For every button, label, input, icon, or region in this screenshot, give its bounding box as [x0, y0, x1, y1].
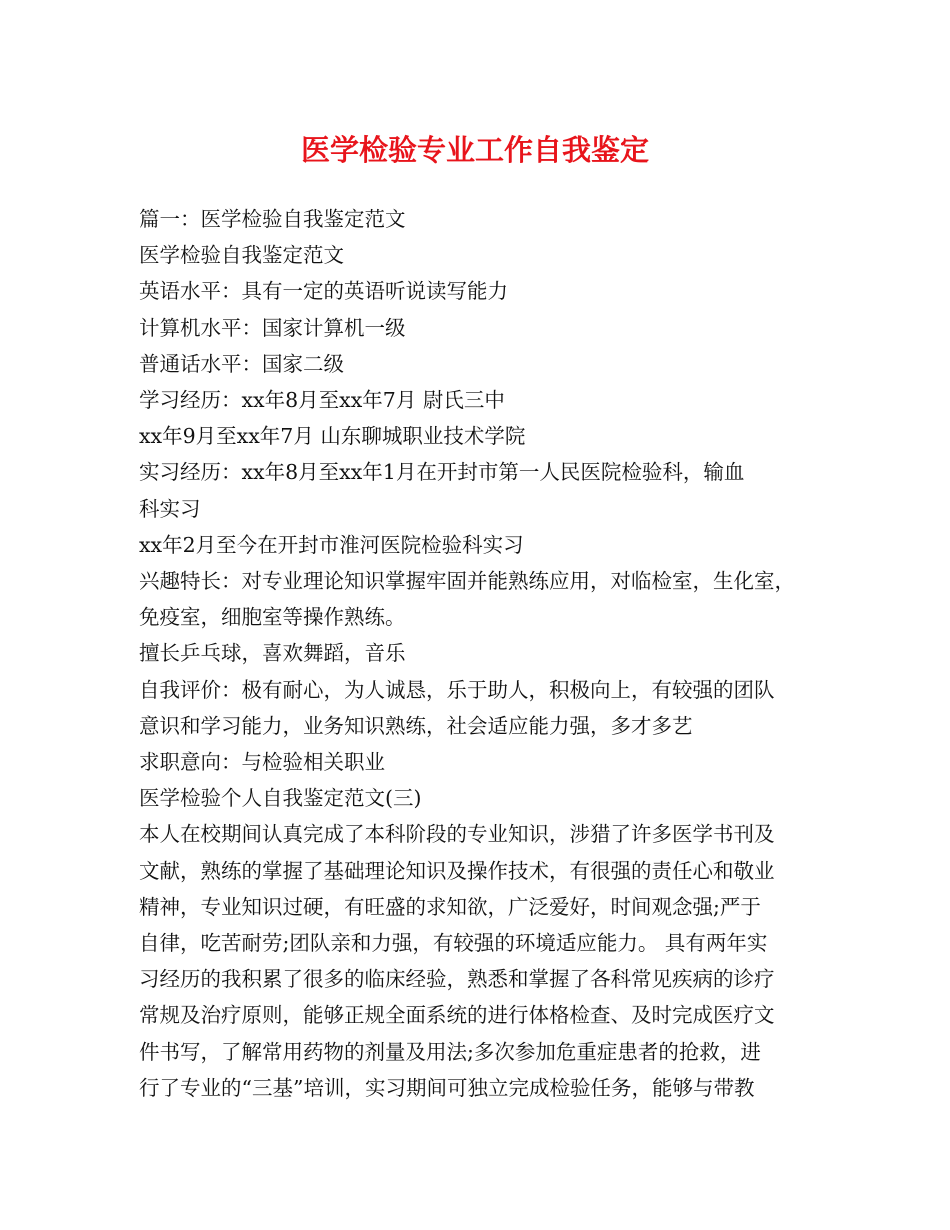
text-line: 件书写，了解常用药物的剂量及用法;多次参加危重症患者的抢救，进 — [139, 1039, 761, 1064]
text-line: 常规及治疗原则，能够正规全面系统的进行体格检查、及时完成医疗文 — [139, 1003, 775, 1028]
text-line: 篇一：医学检验自我鉴定范文 — [139, 207, 406, 231]
document-body — [139, 201, 819, 1106]
text-line: 行了专业的“三基”培训，实习期间可独立完成检验任务，能够与带教 — [139, 1075, 755, 1100]
text-line: 医学检验个人自我鉴定范文(三) — [139, 786, 422, 811]
text-line: 学习经历：xx年8月至xx年7月 尉氏三中 — [139, 388, 505, 413]
text-line: 习经历的我积累了很多的临床经验，熟悉和掌握了各科常见疾病的诊疗 — [139, 967, 775, 992]
text-line: 医学检验自我鉴定范文 — [139, 243, 344, 268]
text-line: 文献，熟练的掌握了基础理论知识及操作技术，有很强的责任心和敬业 — [139, 858, 775, 883]
text-line: 实习经历：xx年8月至xx年1月在开封市第一人民医院检验科，输血 — [139, 460, 745, 485]
text-line: 意识和学习能力，业务知识熟练，社会适应能力强，多才多艺 — [139, 713, 693, 738]
text-line: 英语水平：具有一定的英语听说读写能力 — [139, 279, 508, 304]
text-line: 兴趣特长：对专业理论知识掌握牢固并能熟练应用，对临检室，生化室， — [139, 569, 795, 594]
text-line: 免疫室，细胞室等操作熟练。 — [139, 605, 406, 630]
text-line: 普通话水平：国家二级 — [139, 351, 344, 376]
document-title: 医学检验专业工作自我鉴定 — [300, 133, 649, 167]
text-line: 自律，吃苦耐劳;团队亲和力强，有较强的环境适应能力。 具有两年实 — [139, 931, 768, 956]
text-line: 求职意向：与检验相关职业 — [139, 750, 385, 775]
text-line: 本人在校期间认真完成了本科阶段的专业知识，涉猎了许多医学书刊及 — [139, 822, 775, 847]
text-line: 计算机水平：国家计算机一级 — [139, 315, 406, 340]
text-line: 擅长乒乓球，喜欢舞蹈，音乐 — [139, 641, 406, 666]
text-line: xx年2月至今在开封市淮河医院检验科实习 — [139, 532, 524, 557]
text-line: 科实习 — [139, 496, 201, 521]
text-line: xx年9月至xx年7月 山东聊城职业技术学院 — [139, 424, 526, 449]
text-line: 自我评价：极有耐心，为人诚恳，乐于助人，积极向上，有较强的团队 — [139, 677, 775, 702]
text-line: 精神，专业知识过硬，有旺盛的求知欲，广泛爱好，时间观念强;严于 — [139, 894, 761, 919]
